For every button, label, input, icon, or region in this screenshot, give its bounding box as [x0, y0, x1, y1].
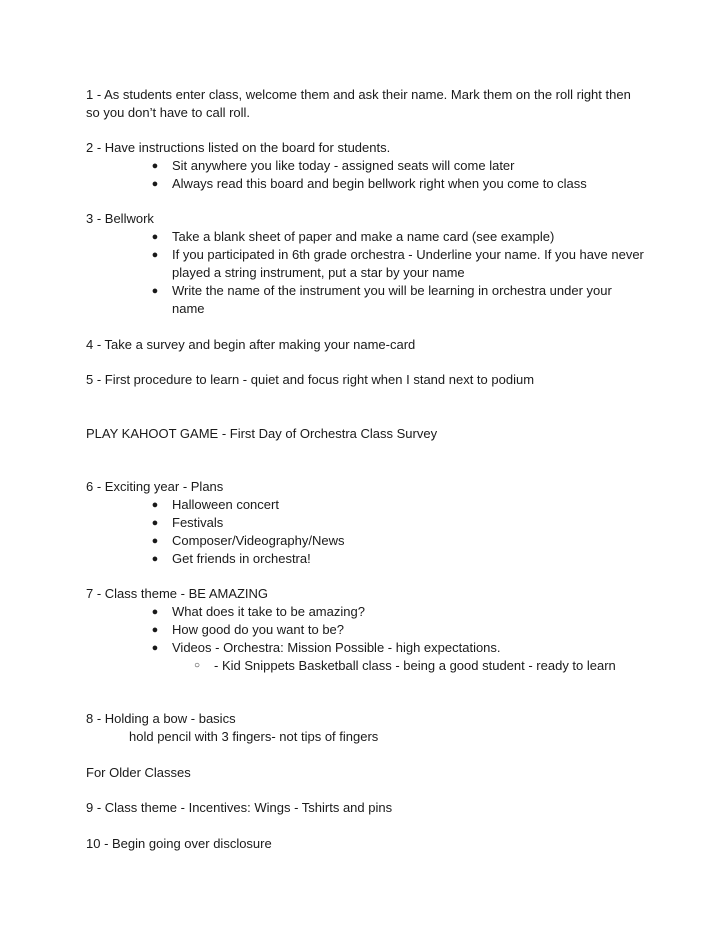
bullet-icon: ● [151, 499, 159, 511]
item-8 [86, 710, 686, 746]
list-item-text: Halloween concert [172, 497, 279, 512]
item-7-bullet-list [86, 603, 686, 657]
list-item-text: What does it take to be amazing? [172, 604, 365, 619]
item-3 [86, 210, 686, 318]
list-item [86, 175, 686, 193]
list-item-text: Sit anywhere you like today - assigned seats will come later [172, 158, 515, 173]
bullet-icon: ● [151, 178, 159, 190]
list-item [86, 282, 686, 318]
bullet-icon: ● [151, 606, 159, 618]
list-item [86, 550, 686, 568]
item-9-text: 9 - Class theme - Incentives: Wings - Tshirts and pins [86, 800, 393, 815]
list-item-text: Get friends in orchestra! [172, 551, 311, 566]
kahoot-text: PLAY KAHOOT GAME - First Day of Orchestra Class Survey [86, 426, 438, 441]
item-4-text: 4 - Take a survey and begin after making your name-card [86, 337, 416, 352]
bullet-icon: ● [151, 553, 159, 565]
list-item-text: Composer/Videography/News [172, 533, 345, 548]
bullet-icon: ● [151, 160, 159, 172]
sub-list-item-text: - Kid Snippets Basketball class - being a good student - ready to learn [214, 658, 616, 673]
item-3-bullet-list [86, 228, 686, 318]
bullet-icon: ● [151, 517, 159, 529]
list-item [86, 639, 686, 657]
bullet-icon: ● [151, 249, 159, 261]
item-3-heading: 3 - Bellwork [86, 211, 154, 226]
item-1-line-2: so you don’t have to call roll. [86, 105, 251, 120]
item-4 [86, 336, 686, 354]
item-7 [86, 585, 686, 675]
list-item [86, 514, 686, 532]
list-item [86, 157, 686, 175]
list-item-text-continued: name [172, 301, 205, 316]
bullet-icon: ● [151, 642, 159, 654]
list-item [86, 532, 686, 550]
item-6-heading: 6 - Exciting year - Plans [86, 479, 224, 494]
list-item [86, 496, 686, 514]
list-item-text-continued: played a string instrument, put a star by your name [172, 265, 465, 280]
item-6 [86, 478, 686, 568]
item-5-text: 5 - First procedure to learn - quiet and focus right when I stand next to podium [86, 372, 535, 387]
list-item-text: How good do you want to be? [172, 622, 345, 637]
older-classes-heading: For Older Classes [86, 765, 191, 780]
bullet-icon: ● [151, 535, 159, 547]
item-1-line-1: 1 - As students enter class, welcome them and ask their name. Mark them on the roll right then [86, 87, 631, 102]
list-item-text: Always read this board and begin bellwork right when you come to class [172, 176, 587, 191]
item-9 [86, 799, 686, 817]
item-8-heading: 8 - Holding a bow - basics [86, 711, 236, 726]
item-2 [86, 139, 686, 193]
item-10 [86, 835, 686, 853]
sub-list-item [86, 657, 686, 675]
bullet-icon: ● [151, 231, 159, 243]
item-6-bullet-list [86, 496, 686, 568]
list-item [86, 603, 686, 621]
item-1 [86, 86, 686, 122]
list-item [86, 621, 686, 639]
list-item-text: Take a blank sheet of paper and make a name card (see example) [172, 229, 555, 244]
bullet-icon: ● [151, 624, 159, 636]
bullet-icon: ● [151, 285, 159, 297]
list-item-text: If you participated in 6th grade orchestra - Underline your name. If you have never [172, 247, 644, 262]
list-item-text: Videos - Orchestra: Mission Possible - high expectations. [172, 640, 501, 655]
list-item-text: Write the name of the instrument you will be learning in orchestra under your [172, 283, 612, 298]
list-item-text: Festivals [172, 515, 224, 530]
kahoot-section [86, 425, 686, 443]
item-10-text: 10 - Begin going over disclosure [86, 836, 272, 851]
list-item [86, 246, 686, 282]
older-classes-section [86, 764, 686, 782]
hollow-circle-bullet-icon: ○ [194, 660, 201, 671]
item-2-heading: 2 - Have instructions listed on the board for students. [86, 140, 391, 155]
item-5 [86, 371, 686, 389]
list-item [86, 228, 686, 246]
item-7-heading: 7 - Class theme - BE AMAZING [86, 586, 269, 601]
item-8-detail: hold pencil with 3 fingers- not tips of fingers [129, 729, 379, 744]
item-2-bullet-list [86, 157, 686, 193]
